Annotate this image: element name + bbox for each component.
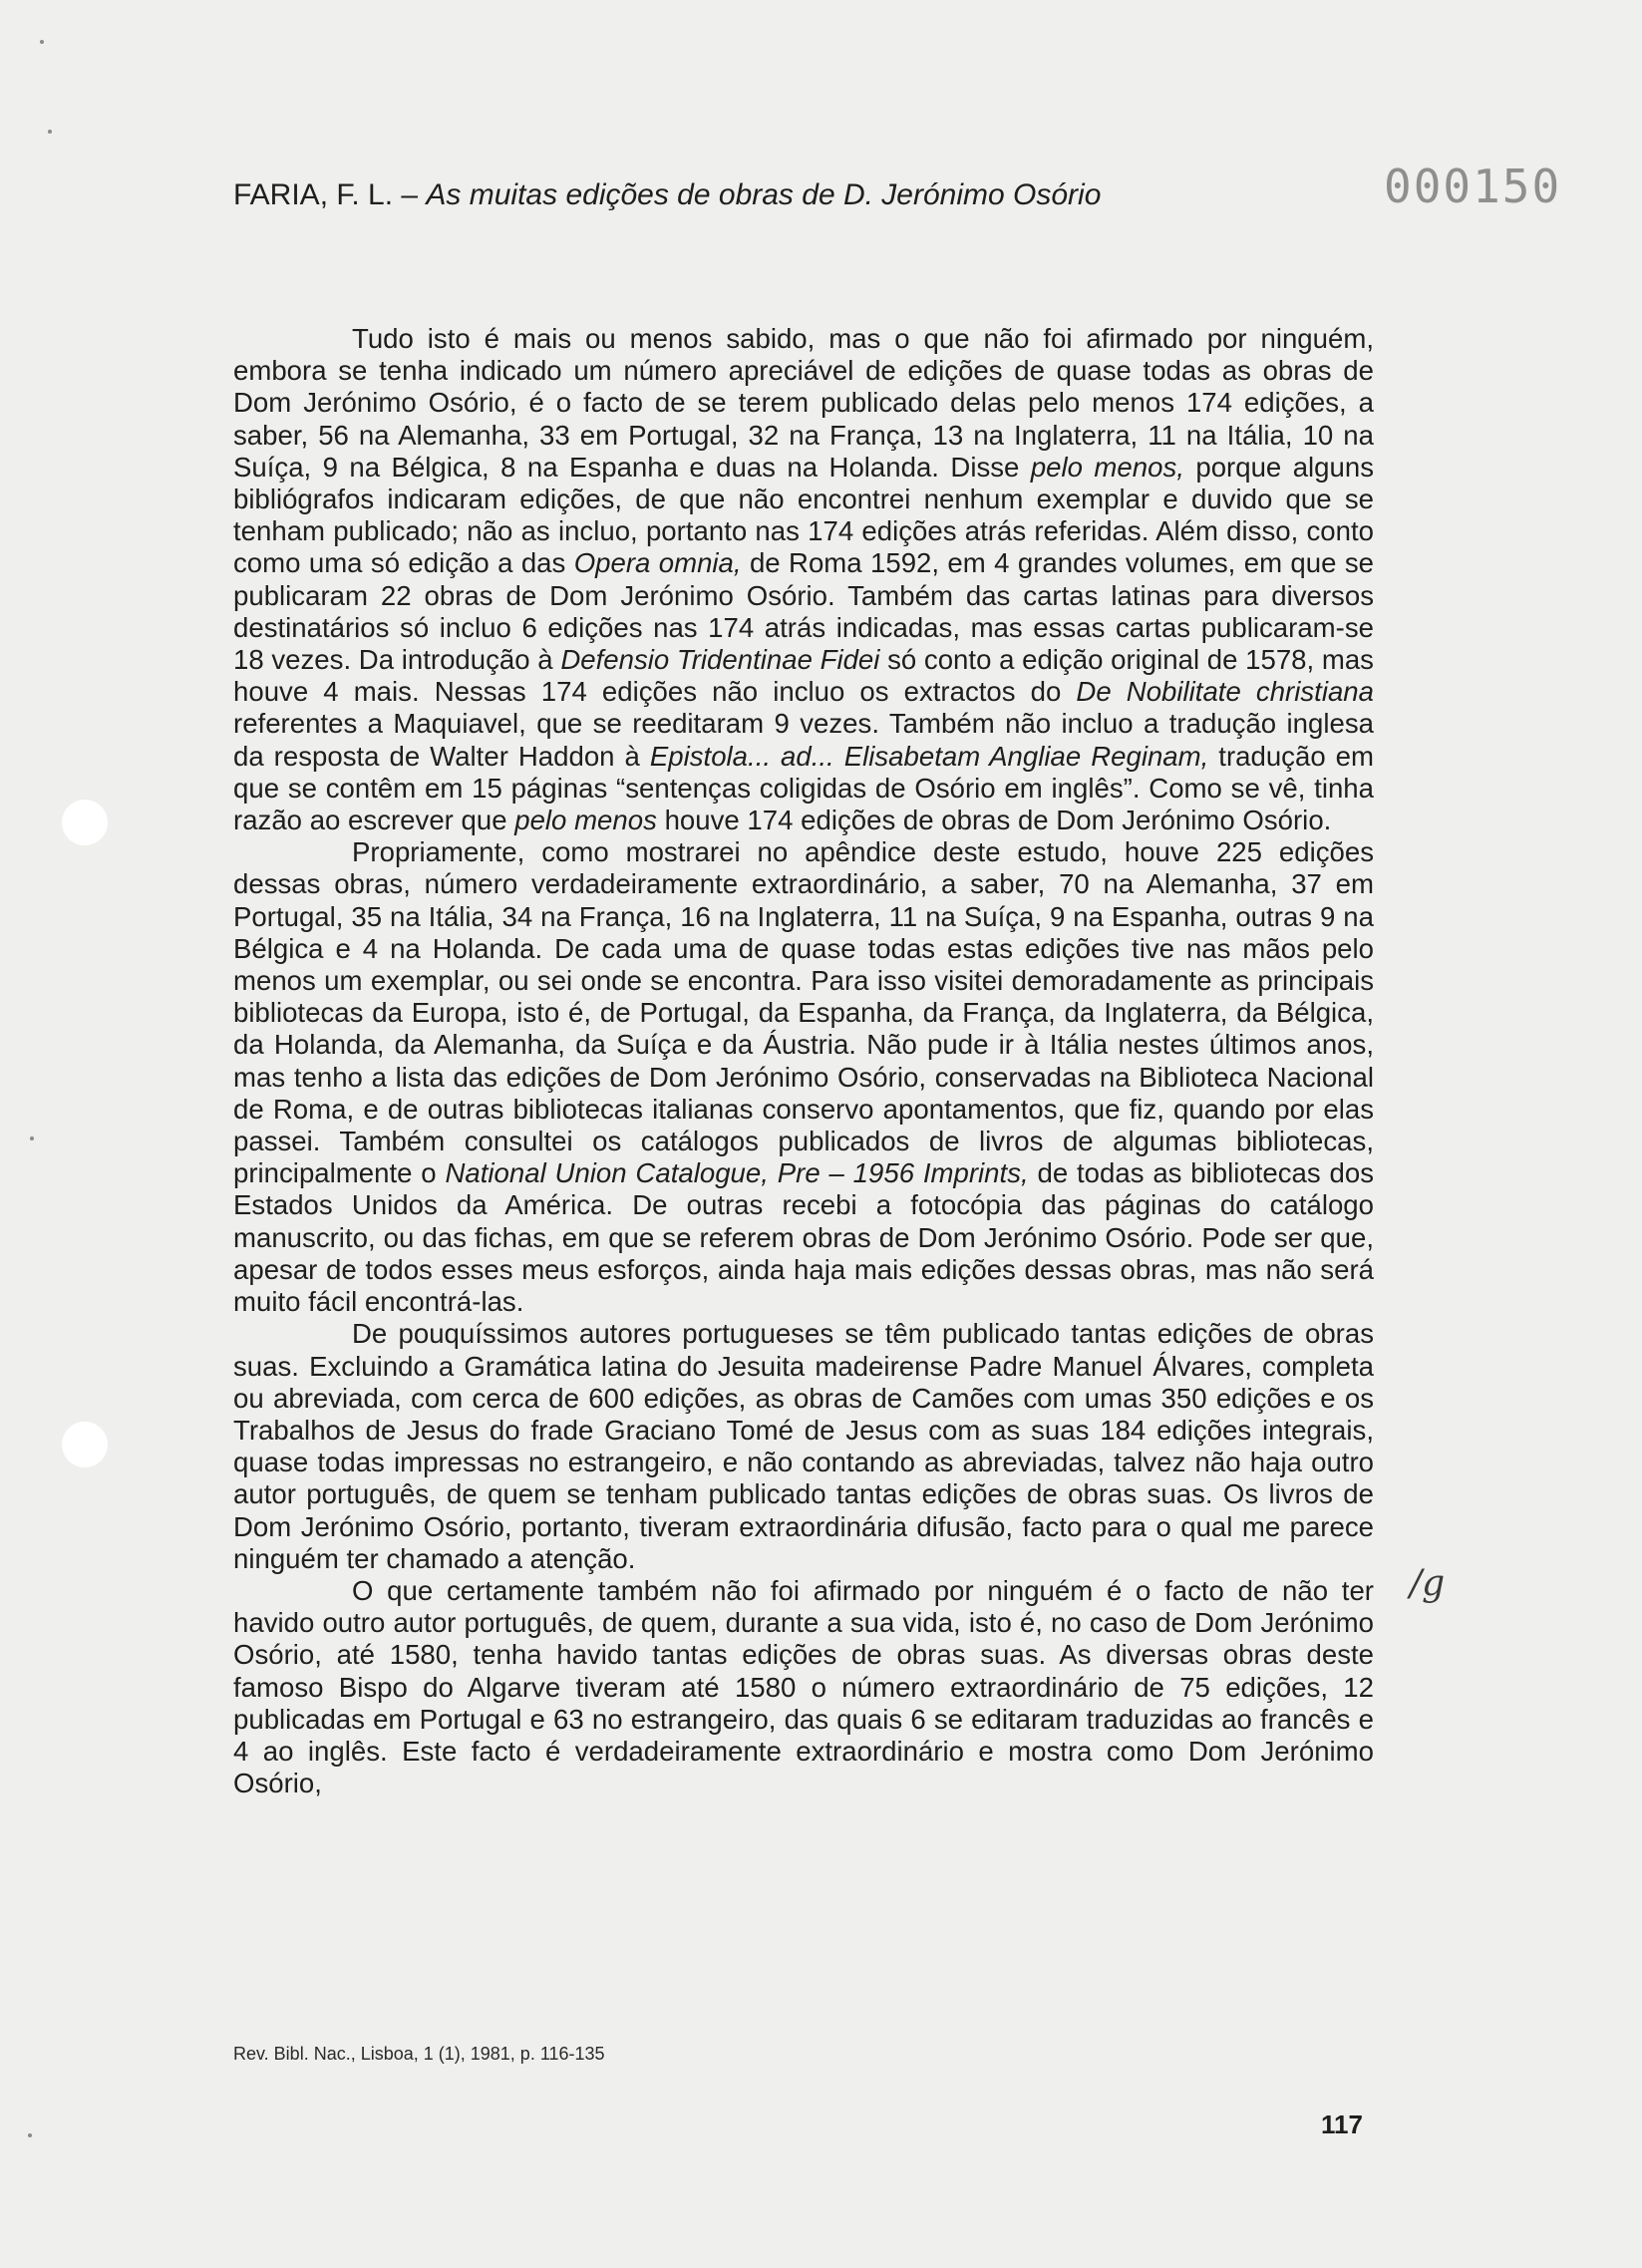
italic-title-span: pelo menos, [1030,451,1184,483]
italic-title-span: National Union Catalogue, Pre – 1956 Imprints, [445,1157,1029,1189]
text-span: O que certamente também não foi afirmado por ninguém é o facto de não ter havido outro autor português, de quem, durante a sua vida, isto é, no caso de Dom Jerónimo Osório, até 1580, tenha havido tantas edições de obras suas. As diversas obras deste famoso Bispo do Algarve tiveram até 1580 o número extraordinário de 75 edições, 12 publicadas em Portugal e 63 no estrangeiro, das quais 6 se editaram traduzidas ao francês e 4 ao inglês. Este facto é verdadeiramente extraordinário e mostra como Dom Jerónimo Osório, [233,1574,1374,1799]
text-span: houve 174 edições de obras de Dom Jerónimo Osório. [656,805,1332,836]
paragraph [233,1575,1374,1799]
text-span: tradução em que se contêm em 15 páginas “sentenças coligidas de Osório em inglês”. Como se vê, tinha razão ao escrever que [233,740,1374,836]
paper-speck [30,1136,34,1140]
text-span: de Roma 1592, em 4 grandes volumes, em que se publicaram 22 obras de Dom Jerónimo Osório. Também das cartas latinas para diversos destinatários só incluo 6 edições nas 174 atrás indicadas, mas essas cartas publicaram-se 18 vezes. Da introdução à [233,547,1374,676]
citation-footer: Rev. Bibl. Nac., Lisboa, 1 (1), 1981, p. 116-135 [233,2044,605,2064]
paper-speck [40,40,44,44]
italic-title-span: pelo menos [514,805,657,836]
text-span: de todas as bibliotecas dos Estados Unidos da América. De outras recebi a fotocópia das páginas do catálogo manuscrito, ou das fichas, em que se referem obras de Dom Jerónimo Osório. Pode ser que, apesar de todos esses meus esforços, ainda haja mais edições dessas obras, mas não será muito fácil encontrá-las. [233,1157,1374,1318]
archive-stamp-number: 000150 [1384,160,1562,213]
italic-title-span: Epistola... ad... Elisabetam Angliae Reginam, [649,740,1209,772]
header-authors: FARIA, F. L. – [233,178,427,211]
italic-title-span: De Nobilitate christiana [1076,676,1374,708]
paragraph [233,836,1374,1318]
running-header [233,174,1529,216]
page-number: 117 [1321,2109,1363,2139]
text-span: De pouquíssimos autores portugueses se têm publicado tantas edições de obras suas. Excluindo a Gramática latina do Jesuita madeirense Padre Manuel Álvares, completa ou abreviada, com cerca de 600 edições, as obras de Camões com umas 350 edições e os Trabalhos de Jesus do frade Graciano Tomé de Jesus com as suas 184 edições integrais, quase todas impressas no estrangeiro, e não contando as abreviadas, talvez não haja outro autor português, de quem se tenham publicado tantas edições de obras suas. Os livros de Dom Jerónimo Osório, portanto, tiveram extraordinária difusão, facto para o qual me parece ninguém ter chamado a atenção. [233,1318,1374,1574]
header-title: As muitas edições de obras de D. Jerónimo Osório [426,178,1102,211]
punch-hole [62,800,108,845]
handwritten-margin-note: /g [1410,1563,1446,1604]
paper-speck [48,130,52,134]
punch-hole [62,1422,108,1467]
text-span: Tudo isto é mais ou menos sabido, mas o que não foi afirmado por ninguém, embora se tenha indicado um número apreciável de edições de quase todas as obras de Dom Jerónimo Osório, é o facto de se terem publicado delas pelo menos 174 edições, a saber, 56 na Alemanha, 33 em Portugal, 32 na França, 13 na Inglaterra, 11 na Itália, 10 na Suíça, 9 na Bélgica, 8 na Espanha e duas na Holanda. Disse [233,323,1374,483]
text-span: porque alguns bibliógrafos indicaram edições, de que não encontrei nenhum exemplar e duvido que se tenham publicado; não as incluo, portanto nas 174 edições atrás referidas. Além disso, conto como uma só edição a das [233,451,1375,579]
italic-title-span: Opera omnia, [573,547,742,579]
paragraph [233,1318,1374,1575]
paragraph [233,323,1374,836]
body-text [233,323,1374,1799]
italic-title-span: Defensio Tridentinae Fidei [560,644,880,676]
paper-speck [28,2133,32,2137]
text-span: referentes a Maquiavel, que se reeditaram 9 vezes. Também não incluo a tradução inglesa da resposta de Walter Haddon à [233,708,1374,772]
text-span: Propriamente, como mostrarei no apêndice deste estudo, houve 225 edições dessas obras, número verdadeiramente extraordinário, a saber, 70 na Alemanha, 37 em Portugal, 35 na Itália, 34 na França, 16 na Inglaterra, 11 na Suíça, 9 na Espanha, outras 9 na Bélgica e 4 na Holanda. De cada uma de quase todas estas edições tive nas mãos pelo menos um exemplar, ou sei onde se encontra. Para isso visitei demoradamente as principais bibliotecas da Europa, isto é, de Portugal, da Espanha, da França, da Inglaterra, da Bélgica, da Holanda, da Alemanha, da Suíça e da Áustria. Não pude ir à Itália nestes últimos anos, mas tenho a lista das edições de Dom Jerónimo Osório, conservadas na Biblioteca Nacional de Roma, e de outras bibliotecas italianas conservo apontamentos, que fiz, quando por elas passei. Também consultei os catálogos publicados de livros de algumas bibliotecas, principalmente o [233,836,1374,1189]
text-span: só conto a edição original de 1578, mas houve 4 mais. Nessas 174 edições não incluo os extractos do [233,644,1374,708]
